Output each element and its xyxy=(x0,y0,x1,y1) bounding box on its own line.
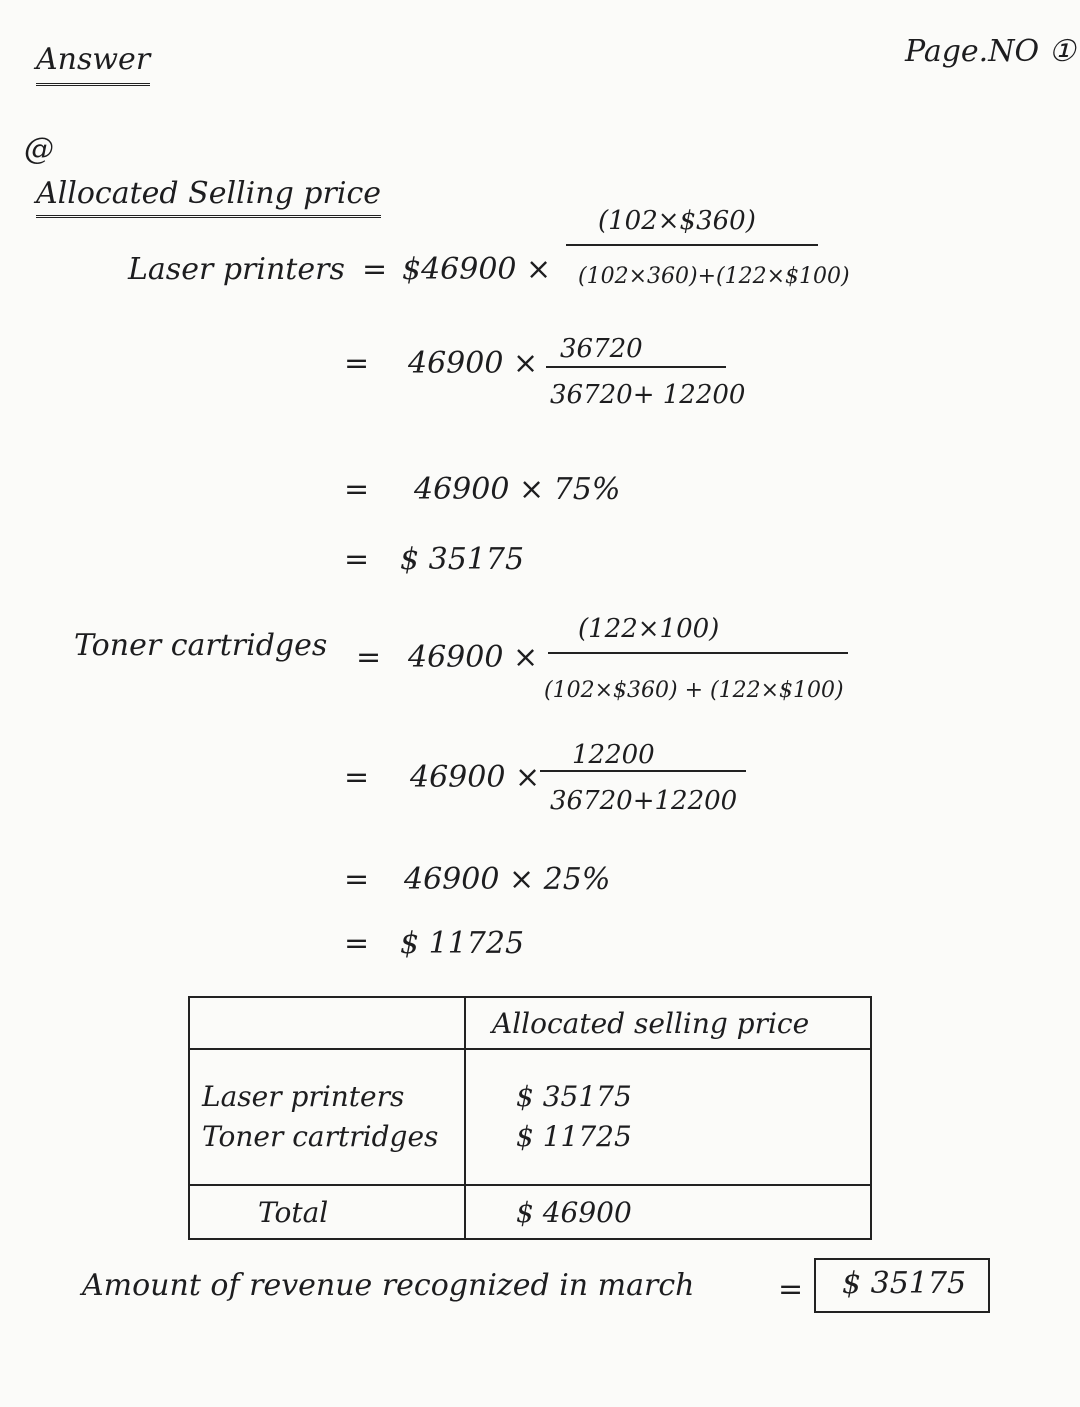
toner-step2-denominator: 36720+12200 xyxy=(550,786,738,816)
toner-cartridges-label: Toner cartridges xyxy=(74,628,328,663)
final-answer-box xyxy=(814,1258,990,1313)
table-header-empty xyxy=(189,997,465,1049)
equals-sign: = xyxy=(356,640,382,675)
equals-sign: = xyxy=(344,542,370,577)
fraction-bar xyxy=(546,366,726,368)
answer-heading: Answer xyxy=(36,42,150,77)
table-total-label: Total xyxy=(189,1185,465,1239)
toner-step1-numerator: (122×100) xyxy=(578,614,720,644)
equals-sign: = xyxy=(344,926,370,961)
toner-step3: 46900 × 25% xyxy=(404,862,611,897)
laser-step1-numerator: (102×$360) xyxy=(598,206,756,236)
final-answer-value: $ 35175 xyxy=(842,1266,967,1301)
table-row-label: Toner cartridges xyxy=(202,1120,439,1153)
section-heading: Allocated Selling price xyxy=(36,176,381,211)
equals-sign: = xyxy=(344,472,370,507)
laser-step2-left: 46900 × xyxy=(408,346,539,381)
revenue-statement: Amount of revenue recognized in march xyxy=(82,1268,695,1303)
equals-sign: = xyxy=(344,862,370,897)
table-row-value: $ 35175 xyxy=(516,1080,632,1113)
table-labels xyxy=(189,1049,465,1185)
table-values xyxy=(465,1049,871,1185)
table-row-value: $ 11725 xyxy=(516,1120,632,1153)
equals-sign: = xyxy=(778,1272,804,1307)
table-total-value: $ 46900 xyxy=(465,1185,871,1239)
allocation-table xyxy=(188,996,872,1240)
toner-step2-left: 46900 × xyxy=(410,760,541,795)
fraction-bar xyxy=(540,770,746,772)
page-number: Page.NO ① xyxy=(905,34,1076,69)
toner-step2-numerator: 12200 xyxy=(572,740,655,770)
fraction-bar xyxy=(548,652,848,654)
toner-result: $ 11725 xyxy=(400,926,525,961)
laser-step2-denominator: 36720+ 12200 xyxy=(550,380,746,410)
table-row-label: Laser printers xyxy=(202,1080,405,1113)
laser-step3: 46900 × 75% xyxy=(414,472,621,507)
laser-step2-numerator: 36720 xyxy=(560,334,643,364)
equals-sign: = xyxy=(362,252,388,287)
fraction-bar xyxy=(566,244,818,246)
equals-sign: = xyxy=(344,760,370,795)
part-a-marker: @ xyxy=(24,132,54,167)
laser-printers-label: Laser printers xyxy=(128,252,345,287)
laser-step1-denominator: (102×360)+(122×$100) xyxy=(578,264,850,289)
laser-step1-left: $46900 × xyxy=(402,252,552,287)
equals-sign: = xyxy=(344,346,370,381)
laser-result: $ 35175 xyxy=(400,542,525,577)
toner-step1-left: 46900 × xyxy=(408,640,539,675)
table-header: Allocated selling price xyxy=(465,997,871,1049)
toner-step1-denominator: (102×$360) + (122×$100) xyxy=(544,678,844,703)
